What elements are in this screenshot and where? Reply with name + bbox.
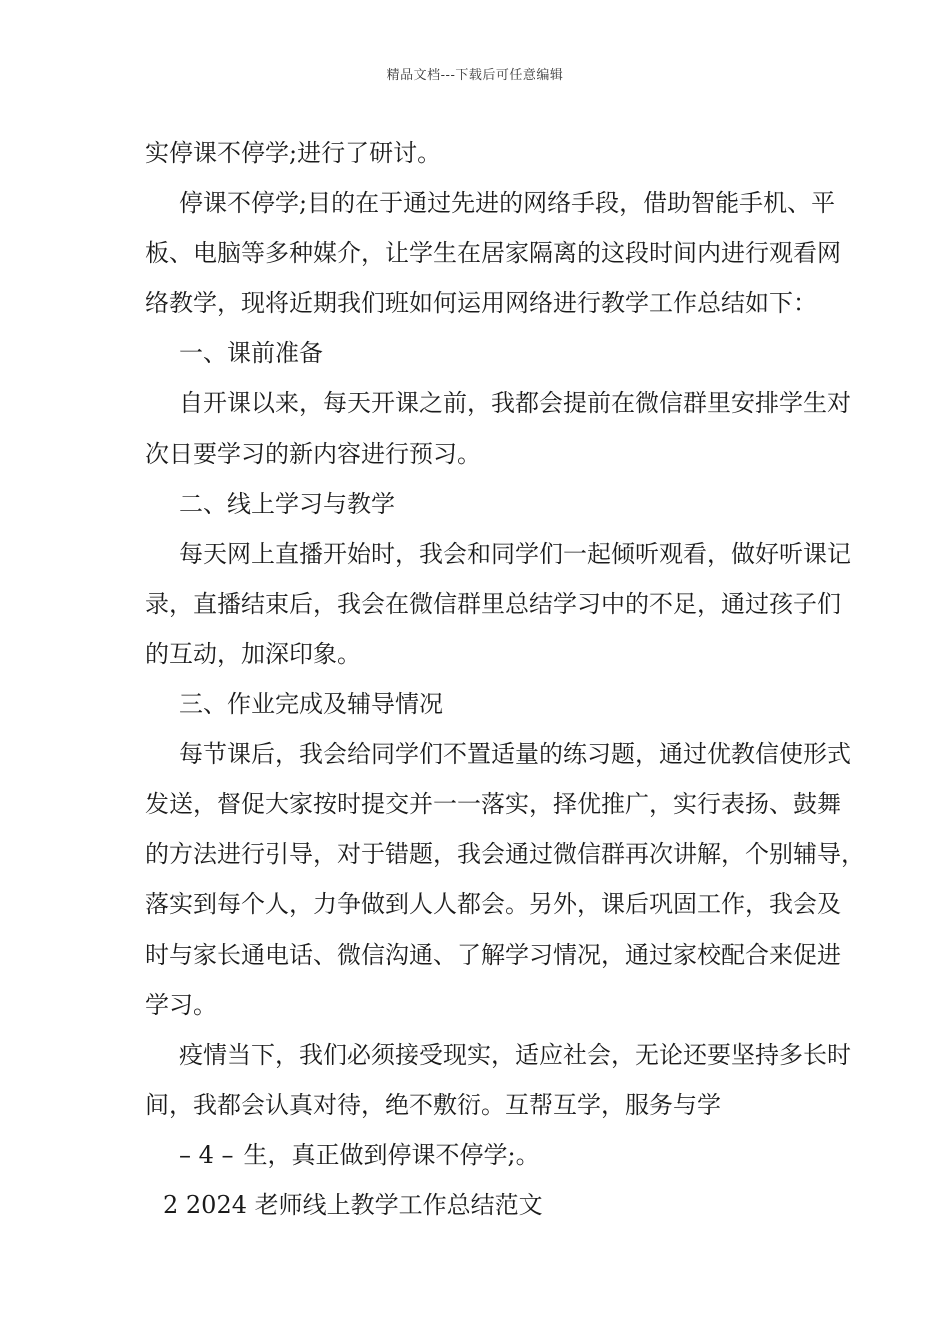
- next-article-title: 2 2024 老师线上教学工作总结范文: [163, 1190, 543, 1219]
- section-heading: 三、作业完成及辅导情况: [179, 690, 443, 719]
- paragraph-line: 落实到每个人，力争做到人人都会。另外，课后巩固工作，我会及: [145, 890, 841, 919]
- paragraph-line: 络教学，现将近期我们班如何运用网络进行教学工作总结如下：: [145, 289, 817, 318]
- paragraph-line: 间，我都会认真对待，绝不敷衍。互帮互学，服务与学: [145, 1090, 721, 1119]
- paragraph-line: 的互动，加深印象。: [145, 639, 361, 668]
- paragraph-line: 发送，督促大家按时提交并一一落实，择优推广，实行表扬、鼓舞: [145, 790, 841, 819]
- paragraph-line: 次日要学习的新内容进行预习。: [145, 439, 481, 468]
- document-body: [145, 128, 865, 1230]
- paragraph-line: 停课不停学;目的在于通过先进的网络手段，借助智能手机、平: [179, 189, 836, 218]
- paragraph-line: 录，直播结束后，我会在微信群里总结学习中的不足，通过孩子们: [145, 589, 841, 618]
- paragraph-line: 板、电脑等多种媒介，让学生在居家隔离的这段时间内进行观看网: [145, 239, 841, 268]
- paragraph-line: 自开课以来，每天开课之前，我都会提前在微信群里安排学生对: [179, 389, 851, 418]
- section-heading: 一、课前准备: [179, 339, 323, 368]
- paragraph-line: 每天网上直播开始时，我会和同学们一起倾听观看，做好听课记: [179, 539, 851, 568]
- continuation-text: 生，真正做到停课不停学;。: [243, 1140, 540, 1169]
- page-break-line: [145, 1130, 810, 1180]
- paragraph-line: 每节课后，我会给同学们不置适量的练习题，通过优教信使形式: [179, 740, 851, 769]
- paragraph-line: 的方法进行引导，对于错题，我会通过微信群再次讲解，个别辅导，: [145, 840, 865, 869]
- page-header: 精品文档---下载后可任意编辑: [386, 68, 564, 83]
- paragraph-line: 时与家长通电话、微信沟通、了解学习情况，通过家校配合来促进: [145, 940, 841, 969]
- paragraph-line: 学习。: [145, 990, 217, 1019]
- paragraph-line: 疫情当下，我们必须接受现实，适应社会，无论还要坚持多长时: [179, 1040, 851, 1069]
- paragraph-line: 实停课不停学;进行了研讨。: [145, 139, 442, 167]
- page-number: – 4 –: [179, 1140, 234, 1169]
- section-heading: 二、线上学习与教学: [179, 489, 395, 518]
